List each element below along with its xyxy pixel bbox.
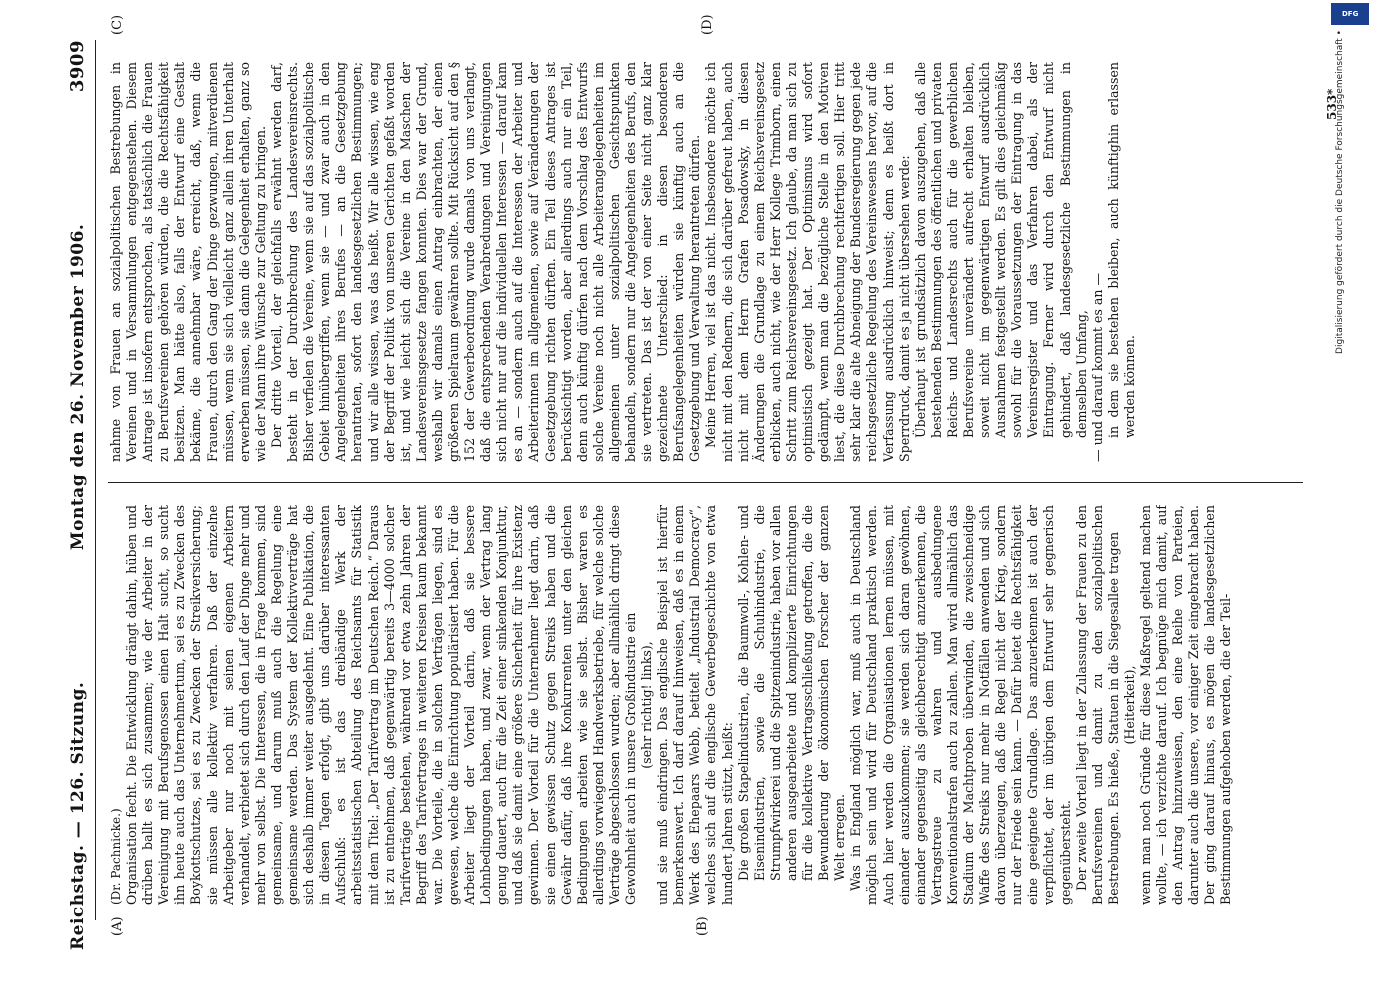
margin-marker-b: (B) (695, 916, 710, 936)
paragraph: Der zweite Vorteil liegt in der Zulassung der Frauen zu den Berufsvereinen und damit zu den sozialpolitischen Bestrebungen. Es hieße, Statuen in die Siegesallee tragen (1073, 505, 1121, 905)
sheet-number: 533* (1325, 88, 1339, 120)
digitization-credit: Digitalisierung gefördert durch die Deutsche Forschungsgemeinschaft • (1335, 30, 1345, 354)
paragraph: Organisation fecht. Die Entwicklung drängt dahin, hüben und drüben ballt es sich zusammen; wie der Arbeiter in der Vereinigung mit Berufsgenossen einen Halt sucht, so sucht ihn heute auch das Unternehmertum, sei es zu Zwecken des Boykottschutzes, sei es zu Zwecken der Streikversicherung; sie müssen alle kollektiv verfahren. Daß der einzelne Arbeitgeber nur noch mit seinen eigenen Arbeitern verhandelt, verbietet sich durch den Lauf der Dinge mehr und mehr von selbst. Die Interessen, die in Frage kommen, sind gemeinsame, und darum muß auch die Regelung eine gemeinsame werden. Das System der Kollektivverträge hat sich deshalb immer weiter ausgedehnt. Eine Publikation, die in diesen Tagen erfolgt, gibt uns darüber interessanten Aufschluß: es ist das dreibändige Werk der arbeitsstatistischen Abteilung des Reichsamts für Statistik mit dem Titel: „Der Tarifvertrag im Deutschen Reich.“ Daraus ist zu entnehmen, daß gegenwärtig bereits 3—4000 solcher Tarifverträge bestehen, während vor etwa zehn Jahren der Begriff des Tarifvertrages in weiteren Kreisen kaum bekannt war. Die Vorteile, die in solchen Verträgen liegen, sind es gewesen, welche die Einrichtung populärisiert haben. Für die Arbeiter liegt der Vorteil darin, daß sie bessere Lohnbedingungen haben, und zwar, wenn der Vertrag lang genug dauert, auch für die Zeit einer sinkenden Konjunktur, und daß sie damit eine größere Sicherheit für ihre Existenz gewinnen. Der Vorteil für die Unternehmer liegt darin, daß sie einen gewissen Schutz gegen Streiks haben und die Gewähr dafür, daß ihre Konkurrenten unter den gleichen Bedingungen arbeiten wie sie selbst. Bisher waren es allerdings vorwiegend Handwerksbetriebe, für welche solche Verträge abgeschlossen wurden; aber allmählich dringt diese Gewohnheit auch in unsere Großindustrie ein (124, 505, 638, 905)
paragraph: nahme von Frauen an sozialpolitischen Bestrebungen in Vereinen und in Versammlungen entgegenstehen. Diesem Antrage ist insofern entsprochen, als tatsächlich die Frauen zu Berufsvereinen gehören würden, die die Rechtsfähigkeit besitzen. Man hätte also, falls der Entwurf eine Gestalt bekäme, die annehmbar wäre, erreicht, daß, wenn die Frauen, durch den Gang der Dinge gezwungen, mitverdienen müssen, wenn sie sich vielleicht ganz allein ihren Unterhalt erwerben müssen, sie dann die Gelegenheit erhalten, ganz so wie der Mann ihre Wünsche zur Geltung zu bringen. (108, 62, 268, 462)
right-column (108, 62, 1308, 462)
margin-marker-c: (C) (110, 14, 125, 35)
speaker-name: (Dr. Pachnicke.) (109, 808, 123, 905)
quotation: Überhaupt ist grundsätzlich davon auszugehen, daß alle bestehenden Bestimmungen des öffentlichen und privaten Reichs- und Landesrechts auch für die gewerblichen Berufsvereine unverändert aufrecht erhalten bleiben, soweit nicht im gegenwärtigen Entwurf ausdrücklich Ausnahmen festgestellt werden. Es gilt dies gleichmäßig sowohl für die Voraussetzungen der Eintragung in das Vereinsregister und das Verfahren dabei, als der Eintragung. Ferner wird durch den Entwurf nicht gehindert, daß landesgesetzliche Bestimmungen in demselben Umfang, (912, 62, 1089, 438)
margin-marker-d: (D) (700, 14, 715, 35)
paragraph: und sie muß eindringen. Das englische Beispiel ist hierfür bemerkenswert. Ich darf darauf hinweisen, daß es in einem Werk des Ehepaars Webb, betitelt „Industrial Democracy“, welches sich auf die englische Gewerbegeschichte von etwa hundert Jahren stützt, heißt: (655, 505, 735, 905)
paragraph: Der dritte Vorteil, der gleichfalls erwähnt werden darf, besteht in der Durchbrechung des Landesvereinsrechts. Bisher verfielen die Vereine, wenn sie auf das sozialpolitische Gebiet hinübergriffen, wenn sie — und zwar auch in den Angelegenheiten ihres Berufes — an die Gesetzgebung herantraten, sofort den landesgesetzlichen Bestimmungen; und wir alle wissen, was das heißt. Wir alle wissen, wie eng der Begriff der Politik von unseren Gerichten gefaßt worden ist, und wie leicht sich die Vereine in den Maschen der Landesvereinsgesetze fangen konnten. Dies war der Grund, weshalb wir damals einen Antrag einbrachten, der einen größeren Spielraum gewähren sollte. Mit Rücksicht auf den § 152 der Gewerbeordnung wurde damals von uns verlangt, daß die entsprechenden Verabredungen und Vereinigungen sich nicht nur auf die individuellen Interessen — darauf kam es an — sondern auch auf die Interessen der Arbeiter und Arbeiterinnen im allgemeinen, sowie auf Veränderungen der Gesetzgebung richten dürften. Ein Teil dieses Antrages ist berücksichtigt worden, aber allerdings auch nur ein Teil, denn auch künftig dürfen nach dem Vorschlag des Entwurfs solche Vereine noch nicht alle Arbeiterangelegenheiten im allgemeinen unter sozialpolitischen Gesichtspunkten behandeln, sondern nur die Angelegenheiten des Berufs, den sie vertreten. Das ist der von einer Seite nicht ganz klar gezeichnete Unterschied: in diesen besonderen Berufsangelegenheiten würden sie künftig auch an die Gesetzgebung und Verwaltung herantreten dürfen. (268, 62, 703, 462)
dfg-logo: DFG (1331, 3, 1369, 25)
paragraph: wenn man noch Gründe für diese Maßregel geltend machen wollte, — ich verzichte darauf. Ich begnüge mich damit, auf den Antrag hinzuweisen, den eine Reihe von Parteien, darunter auch die unsere, vor einiger Zeit eingebracht haben. Der ging darauf hinaus, es mögen die landesgesetzlichen Bestimmungen aufgehoben werden, die der Teil- (1138, 505, 1234, 905)
quotation: in dem sie bestehen bleiben, auch künftighin erlassen werden können. (1105, 62, 1137, 438)
quotation: Die großen Stapelindustrien, die Baumwoll-, Kohlen- und Eisenindustrien, sowie die Schuhindustrie, die Strumpfwirkerei und die Spitzenindustrie, haben vor allen anderen ausgearbeitete und komplizierte Einrichtungen für die kollektive Vertragsschließung getroffen, die die Bewunderung der ökonomischen Forscher der ganzen Welt erregen. (735, 505, 848, 881)
left-column (108, 505, 1308, 905)
margin-marker-a: (A) (110, 916, 125, 936)
header-rule (95, 40, 96, 920)
interjection: (sehr richtig! links), (639, 641, 655, 769)
paragraph: Was in England möglich war, muß auch in Deutschland möglich sein und wird für Deutschland praktisch werden. Auch hier werden die Organisationen lernen müssen, mit einander auszukommen; sie werden sich daran gewöhnen, einander gegenseitig als gleichberechtigt anzuerkennen, die Vertragstreue zu wahren und ausbedungene Konventionalstrafen auch zu zahlen. Man wird allmählich das Stadium der Machtproben überwinden, die zweischneidige Waffe des Streiks nur mehr in Notfällen anwenden und sich davon überzeugen, daß die Regel nicht der Krieg, sondern nur der Friede sein kann. — Dafür bietet die Rechtsfähigkeit eine geeignete Grundlage. Das anzuerkennen ist auch der verpflichtet, der im übrigen dem Entwurf sehr gegnerisch gegenübersteht. (848, 505, 1073, 905)
header-left: Reichstag. — 126. Sitzung. (68, 681, 88, 950)
interjection-inline: — und darauf kommt es an — (1089, 272, 1105, 462)
header-center: Montag den 26. November 1906. (68, 223, 88, 551)
column-divider (108, 482, 1303, 483)
page-number: 3909 (67, 40, 88, 93)
running-header (48, 40, 88, 950)
interjection: (Heiterkeit), (1121, 665, 1137, 745)
paragraph: Meine Herren, viel ist das nicht. Insbesondere möchte ich nicht mit den Rednern, die sich darüber gefreut haben, auch nicht mit dem Herrn Grafen Posadowsky, in diesen Änderungen die Grundlage zu einem Reichsvereinsgesetz erblicken, auch nicht, wie der Herr Kollege Trimborn, einen Schritt zum Reichsvereinsgesetz. Ich glaube, da man sich zu optimistisch gezeigt hat. Der Optimismus wird sofort gedämpft, wenn man die bezügliche Stelle in den Motiven liest, die diese Durchbrechung rechtfertigen soll. Hier tritt sehr klar die alte Abneigung der Bundesregierung gegen jede reichsgesetzliche Regelung des Vereinswesens hervor, auf die Verfassung ausdrücklich hinweist; denn es heißt dort in Sperrdruck, damit es ja nicht übersehen werde: (703, 62, 912, 462)
